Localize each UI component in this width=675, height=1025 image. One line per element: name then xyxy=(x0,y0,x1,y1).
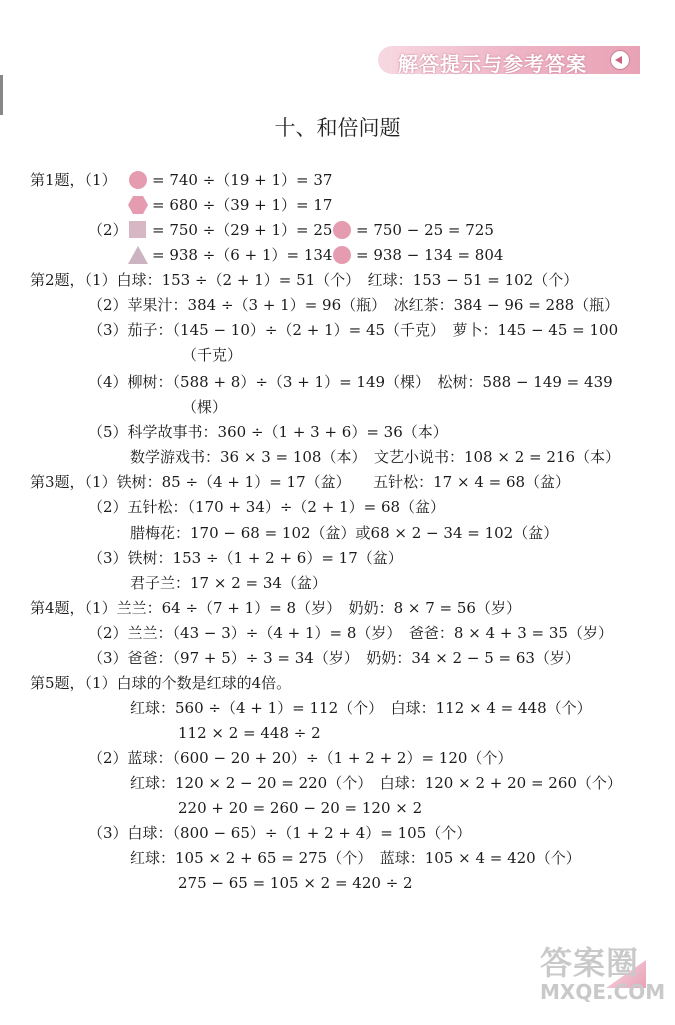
answer-line: 红球：105 × 2 + 65 = 275（个） 蓝球：105 × 4 = 420（个） xyxy=(130,849,581,867)
question-1-label: 第1题，（1） xyxy=(30,171,117,189)
answer-line: 第2题，（1）白球：153 ÷（2 + 1）= 51（个） 红球：153 − 51 = 102（个） xyxy=(30,271,579,289)
section-title: 十、和倍问题 xyxy=(274,116,401,140)
answer-line: （2）蓝球：（600 − 20 + 20）÷（1 + 2 + 2）= 120（个） xyxy=(88,749,513,767)
answer-line: 第4题，（1）兰兰：64 ÷（7 + 1）= 8（岁） 奶奶：8 × 7 = 56（岁） xyxy=(30,599,521,617)
answer-line: （5）科学故事书：360 ÷（1 + 3 + 6）= 36（本） xyxy=(88,423,448,441)
answer-line: 275 − 65 = 105 × 2 = 420 ÷ 2 xyxy=(178,874,413,892)
answer-line: = 750 − 25 = 725 xyxy=(356,221,494,239)
triangle-icon xyxy=(128,246,148,264)
hexagon-icon xyxy=(128,196,148,214)
answer-line: = 680 ÷（39 + 1）= 17 xyxy=(152,196,333,214)
header-title: 解答提示与参考答案 xyxy=(398,52,587,76)
answer-line: 数学游戏书：36 × 3 = 108（本） 文艺小说书：108 × 2 = 216（本） xyxy=(130,448,620,466)
answer-line: （棵） xyxy=(182,398,228,416)
answer-line: 红球：560 ÷（4 + 1）= 112（个） 白球：112 × 4 = 448（个） xyxy=(130,699,592,717)
answer-line: （3）铁树：153 ÷（1 + 2 + 6）= 17（盆） xyxy=(88,549,403,567)
watermark-url: MXQE.COM xyxy=(540,980,666,1004)
answer-line: （3）爸爸：（97 + 5）÷ 3 = 34（岁） 奶奶：34 × 2 − 5 = 63（岁） xyxy=(88,649,580,667)
answer-line: 220 + 20 = 260 − 20 = 120 × 2 xyxy=(178,799,423,817)
answer-line: = 938 ÷（6 + 1）= 134 xyxy=(152,246,333,264)
answer-line: 第3题，（1）铁树：85 ÷（4 + 1）= 17（盆） 五针松：17 × 4 = 68（盆） xyxy=(30,473,571,491)
sub-question-label: （2） xyxy=(88,221,128,239)
circle-icon xyxy=(129,171,147,189)
answer-line: 红球：120 × 2 − 20 = 220（个） 白球：120 × 2 + 20 = 260（个） xyxy=(130,774,622,792)
answer-line: = 740 ÷（19 + 1）= 37 xyxy=(152,171,333,189)
circle-icon xyxy=(333,221,351,239)
answer-line: = 938 − 134 = 804 xyxy=(356,246,504,264)
answer-line: 腊梅花：170 − 68 = 102（盆）或68 × 2 − 34 = 102（盆） xyxy=(130,524,559,542)
answer-line: （3）茄子：（145 − 10）÷（2 + 1）= 45（千克） 萝卜：145 − 45 = 100 xyxy=(88,321,619,339)
answer-line: 112 × 2 = 448 ÷ 2 xyxy=(178,724,321,742)
answer-line: （4）柳树：（588 + 8）÷（3 + 1）= 149（棵） 松树：588 − 149 = 439 xyxy=(88,373,613,391)
circle-icon xyxy=(333,246,351,264)
square-icon xyxy=(129,221,146,238)
answer-line: （千克） xyxy=(182,346,243,364)
answer-line: 第5题，（1）白球的个数是红球的4倍。 xyxy=(30,674,292,692)
watermark-logo: 答案圈 xyxy=(540,944,640,982)
answer-line: （2）兰兰：（43 − 3）÷（4 + 1）= 8（岁） 爸爸：8 × 4 + 3 = 35（岁） xyxy=(88,624,613,642)
answer-line: （3）白球：（800 − 65）÷（1 + 2 + 4）= 105（个） xyxy=(88,824,472,842)
answer-line: 君子兰：17 × 2 = 34（盆） xyxy=(130,574,327,592)
page-edge-mark xyxy=(0,75,3,115)
answer-line: （2）苹果汁：384 ÷（3 + 1）= 96（瓶） 冰红茶：384 − 96 = 288（瓶） xyxy=(88,296,620,314)
answer-line: （2）五针松：（170 + 34）÷（2 + 1）= 68（盆） xyxy=(88,498,446,516)
back-arrow-icon xyxy=(610,50,630,70)
answer-line: = 750 ÷（29 + 1）= 25 xyxy=(152,221,333,239)
